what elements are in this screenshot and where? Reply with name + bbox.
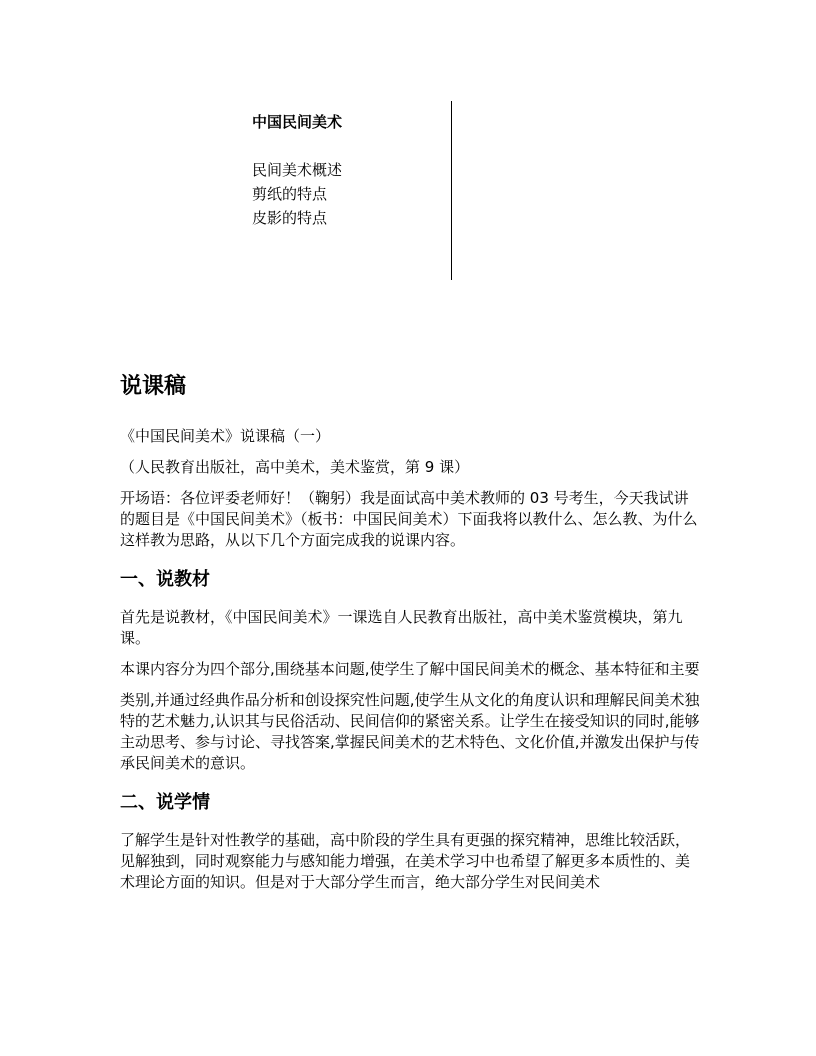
section1-paragraph-2: 本课内容分为四个部分,围绕基本问题,使学生了解中国民间美术的概念、基本特征和主要	[120, 660, 700, 678]
section-heading-textbook: 一、说教材	[120, 569, 210, 590]
board-item-papercut: 剪纸的特点	[252, 185, 328, 203]
board-divider-line	[451, 101, 452, 280]
document-title: 说课稿	[120, 374, 187, 399]
section-heading-students: 二、说学情	[120, 792, 210, 813]
section2-paragraph-1: 了解学生是针对性教学的基础，高中阶段的学生具有更强的探究精神，思维比较活跃，见解独到，同时观察能力与感知能力增强，在美术学习中也希望了解更多本质性的、美术理论方面的知识。但是对于大部分学生而言，绝大部分学生对民间美术	[120, 831, 691, 891]
opening-paragraph: 开场语：各位评委老师好！（鞠躬）我是面试高中美术教师的 03 号考生，今天我试讲的题目是《中国民间美术》（板书：中国民间美术）下面我将以教什么、怎么教、为什么这样教为思路，从以下几个方面完成我的说课内容。	[120, 489, 698, 549]
document-body	[120, 372, 700, 903]
blackboard-outline	[252, 100, 452, 280]
board-item-shadow-puppet: 皮影的特点	[252, 209, 328, 227]
board-title: 中国民间美术	[252, 113, 343, 131]
document-subtitle: 《中国民间美术》说课稿（一）	[120, 427, 331, 445]
document-source: （人民教育出版社，高中美术，美术鉴赏，第 9 课）	[120, 458, 470, 476]
section1-paragraph-1: 首先是说教材，《中国民间美术》一课选自人民教育出版社，高中美术鉴赏模块，第九课。	[120, 608, 683, 647]
board-item-list	[252, 158, 342, 230]
section1-paragraph-3: 类别,并通过经典作品分析和创设探究性问题,使学生从文化的角度认识和理解民间美术独特的艺术魅力,认识其与民俗活动、民间信仰的紧密关系。让学生在接受知识的同时,能够主动思考、参与讨论、寻找答案,掌握民间美术的艺术特色、文化价值,并激发出保护与传承民间美术的意识。	[120, 691, 700, 772]
board-item-overview: 民间美术概述	[252, 161, 343, 179]
